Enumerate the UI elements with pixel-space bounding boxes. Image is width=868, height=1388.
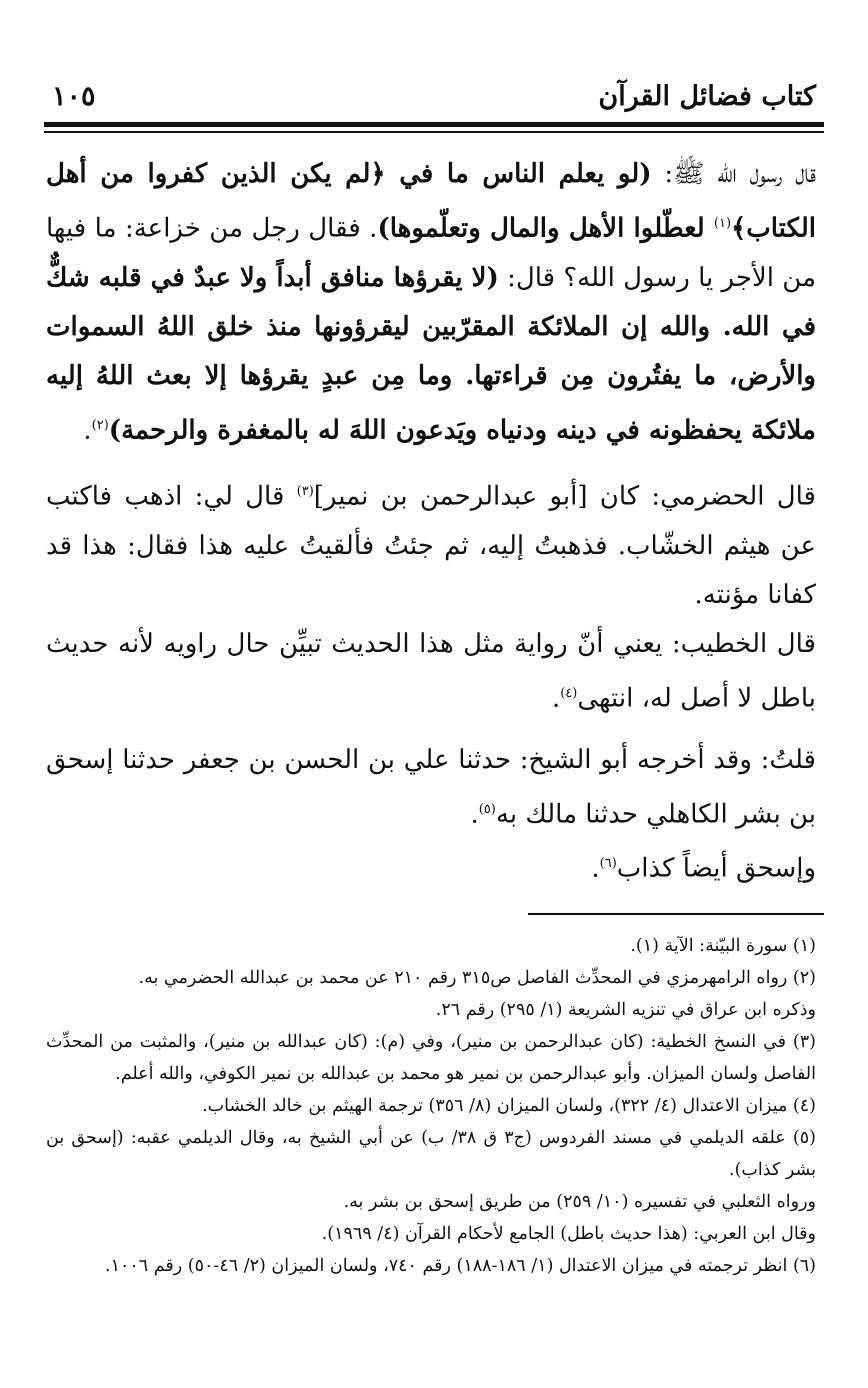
footnote-marker-6: (٦) <box>599 856 617 872</box>
footnote-marker-2: (٢) <box>91 417 109 433</box>
paragraph-hadrami <box>46 467 816 620</box>
hadith-end: . <box>83 415 92 446</box>
footnote-3: (٣) في النسخ الخطية: (كان عبدالرحمن بن منير)، وفي (م): (كان عبدالله بن منير)، والمثبت من المحدِّث الفاصل ولسان الميزان. وأبو عبدالرحمن بن نمير هو محمد بن عبدالله بن نمير الكوفي، والله أعلم. <box>46 1032 816 1084</box>
footnote-marker-5: (٥) <box>478 801 496 817</box>
header-rule-thick <box>44 122 824 127</box>
khatib-end: . <box>551 683 561 714</box>
paragraph-hadith <box>46 150 816 455</box>
footnote-2-cont: وذكره ابن عراق في تنزيه الشريعة (١/ ٢٩٥) رقم ٢٦. <box>435 1000 816 1020</box>
running-title: كتاب فضائل القرآن <box>598 81 816 112</box>
hadrami-text-a: قال الحضرمي: كان [أبو عبدالرحمن بن نمير] <box>313 481 816 512</box>
page-number: ١٠٥ <box>52 81 96 112</box>
footnote-marker-4: (٤) <box>560 685 578 701</box>
main-text <box>46 150 816 894</box>
ishaq-end: . <box>591 853 600 884</box>
footnote-5-cont-2: وقال ابن العربي: (هذا حديث باطل) الجامع لأحكام القرآن (٤/ ١٩٦٩). <box>321 1224 816 1244</box>
footnote-5-cont-1: ورواه الثعلبي في تفسيره (١٠/ ٢٥٩) من طريق إسحق بن بشر به. <box>343 1192 816 1212</box>
footnote-marker-3: (٣) <box>296 484 314 500</box>
hadith-quote-2: (لا يقرؤها منافق أبداً ولا عبدٌ في قلبه شكٌّ في الله. والله إن الملائكة المقرّبين ليقرؤونها منذ خلق اللهُ السموات والأرض، ما يفتُرون مِن قراءتها. وما مِن عبدٍ يقرؤها إلا بعث اللهُ إليه ملائكة يحفظونه في دينه ودنياه ويَدعون اللهَ له بالمغفرة والرحمة) <box>46 262 816 446</box>
header-rule-thin <box>44 131 824 133</box>
hadith-mid: . فقال رجل من خزاعة: ما فيها من الأجر يا رسول الله؟ قال: <box>46 213 816 293</box>
footnote-5: (٥) علقه الديلمي في مسند الفردوس (ج٣ ق ٣٨/ ب) عن أبي الشيخ به، وقال الديلمي عقبه: (إسحق بن بشر كذاب). <box>46 1128 816 1180</box>
page-header <box>52 72 816 112</box>
footnotes <box>46 930 816 1282</box>
footnote-marker-1: (١) <box>713 216 732 231</box>
qultu-end: . <box>470 799 479 830</box>
paragraph-ishaq <box>46 839 816 894</box>
hadith-quote-1-cont: لعطّلوا الأهل والمال وتعلّموها) <box>377 213 714 244</box>
hadith-quote-1: (لو يعلم الناس ما في ﴿لم يكن الذين كفروا من أهل الكتاب﴾ <box>46 159 817 244</box>
footnote-6: (٦) انظر ترجمته في ميزان الاعتدال (١/ ١٨٦-١٨٨) رقم ٧٤٠، ولسان الميزان (٢/ ٤٦-٥٠) رقم ١٠٠٦. <box>104 1256 816 1276</box>
footnote-2: (٢) رواه الرامهرمزي في المحدِّث الفاصل ص٣١٥ رقم ٢١٠ عن محمد بن عبدالله الحضرمي به. <box>138 968 816 988</box>
hadith-lead: قال رسول الله ﷺ: <box>651 159 817 189</box>
footnote-4: (٤) ميزان الاعتدال (٤/ ٣٢٢)، ولسان الميزان (٨/ ٣٥٦) ترجمة الهيثم بن خالد الخشاب. <box>202 1096 816 1116</box>
qultu-text: قلتُ: وقد أخرجه أبو الشيخ: حدثنا علي بن الحسن بن جعفر حدثنا إسحق بن بشر الكاهلي حدثنا مالك به <box>46 744 816 830</box>
khatib-text: قال الخطيب: يعني أنّ رواية مثل هذا الحديث تبيِّن حال راويه لأنه حديث باطل لا أصل له، انتهى <box>46 628 816 714</box>
hadrami-text-b: قال لي: اذهب فاكتب عن هيثم الخشّاب. فذهبتُ إليه، ثم جئتُ فألقيتُ عليه هذا فقال: هذا قد كفانا مؤنته. <box>46 481 816 610</box>
ishaq-text: وإسحق أيضاً كذاب <box>616 853 816 884</box>
paragraph-khatib <box>46 620 816 724</box>
paragraph-qultu <box>46 736 816 840</box>
footnote-separator <box>528 913 824 915</box>
footnote-1: (١) سورة البيّنة: الآية (١). <box>630 936 816 956</box>
